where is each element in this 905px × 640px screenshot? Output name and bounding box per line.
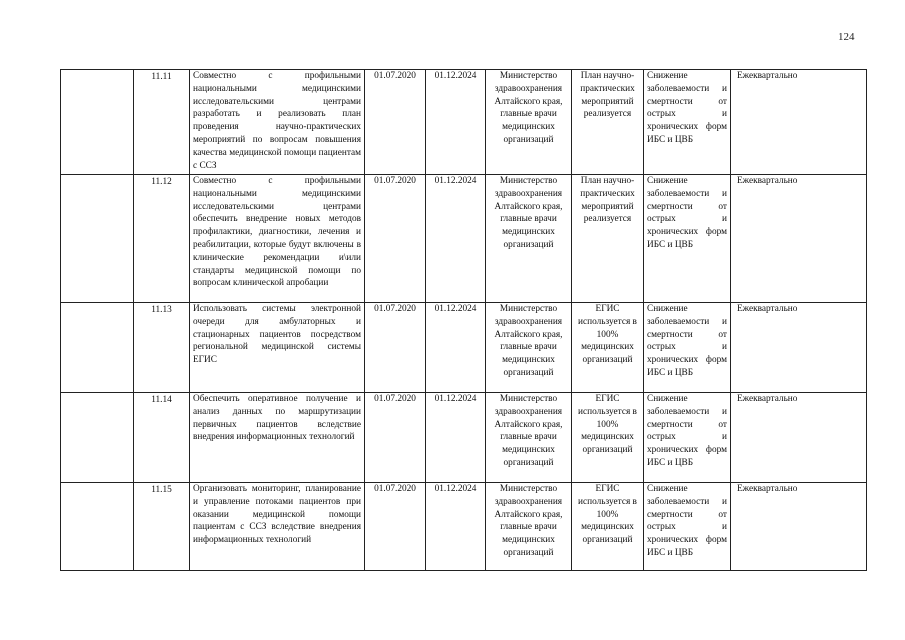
table-row [61,483,867,571]
blank-cell [61,70,134,175]
responsible: Министерство здравоохранения Алтайского края, главные врачи медицинских организаций [486,70,572,175]
action-text: Организовать мониторинг, планирование и управление потоками пациентов при оказании медицинской помощи пациентам с ССЗ вследствие внедрения информационных технологий [190,483,365,571]
periodicity: Ежеквартально [731,70,867,175]
start-date: 01.07.2020 [365,303,426,393]
indicator: ЕГИС используется в 100% медицинских организаций [572,393,644,483]
effect: Снижение заболеваемости и смертности от острых и хронических форм ИБС и ЦВБ [644,483,731,571]
row-number: 11.15 [134,483,190,571]
effect: Снижение заболеваемости и смертности от острых и хронических форм ИБС и ЦВБ [644,175,731,303]
page-number: 124 [838,31,855,43]
row-number: 11.13 [134,303,190,393]
effect: Снижение заболеваемости и смертности от острых и хронических форм ИБС и ЦВБ [644,70,731,175]
periodicity: Ежеквартально [731,303,867,393]
action-text: Использовать системы электронной очереди для амбулаторных и стационарных пациентов посредством региональной медицинской системы ЕГИС [190,303,365,393]
responsible: Министерство здравоохранения Алтайского края, главные врачи медицинских организаций [486,303,572,393]
start-date: 01.07.2020 [365,175,426,303]
table-row [61,393,867,483]
indicator: ЕГИС используется в 100% медицинских организаций [572,303,644,393]
responsible: Министерство здравоохранения Алтайского края, главные врачи медицинских организаций [486,175,572,303]
action-text: Обеспечить оперативное получение и анализ данных по маршрутизации первичных пациентов вследствие внедрения информационных технологий [190,393,365,483]
row-number: 11.14 [134,393,190,483]
action-text: Совместно с профильными национальными медицинскими исследовательскими центрами обеспечить внедрение новых методов профилактики, диагностики, лечения и реабилитации, которые будут включены в клинические рекомендации и\или стандарты медицинской помощи по вопросам клинической апробации [190,175,365,303]
indicator: План научно-практических мероприятий реализуется [572,175,644,303]
end-date: 01.12.2024 [426,393,486,483]
indicator: План научно-практических мероприятий реализуется [572,70,644,175]
end-date: 01.12.2024 [426,70,486,175]
periodicity: Ежеквартально [731,175,867,303]
action-plan-table [60,69,867,571]
blank-cell [61,483,134,571]
periodicity: Ежеквартально [731,393,867,483]
table-row [61,175,867,303]
action-text: Совместно с профильными национальными медицинскими исследовательскими центрами разработать и реализовать план проведения научно-практических мероприятий по вопросам повышения качества медицинской помощи пациентам с ССЗ [190,70,365,175]
start-date: 01.07.2020 [365,393,426,483]
table-row [61,70,867,175]
indicator: ЕГИС используется в 100% медицинских организаций [572,483,644,571]
blank-cell [61,303,134,393]
end-date: 01.12.2024 [426,483,486,571]
start-date: 01.07.2020 [365,483,426,571]
periodicity: Ежеквартально [731,483,867,571]
start-date: 01.07.2020 [365,70,426,175]
blank-cell [61,393,134,483]
row-number: 11.12 [134,175,190,303]
effect: Снижение заболеваемости и смертности от острых и хронических форм ИБС и ЦВБ [644,393,731,483]
effect: Снижение заболеваемости и смертности от острых и хронических форм ИБС и ЦВБ [644,303,731,393]
responsible: Министерство здравоохранения Алтайского края, главные врачи медицинских организаций [486,393,572,483]
blank-cell [61,175,134,303]
end-date: 01.12.2024 [426,175,486,303]
responsible: Министерство здравоохранения Алтайского края, главные врачи медицинских организаций [486,483,572,571]
table-row [61,303,867,393]
end-date: 01.12.2024 [426,303,486,393]
row-number: 11.11 [134,70,190,175]
